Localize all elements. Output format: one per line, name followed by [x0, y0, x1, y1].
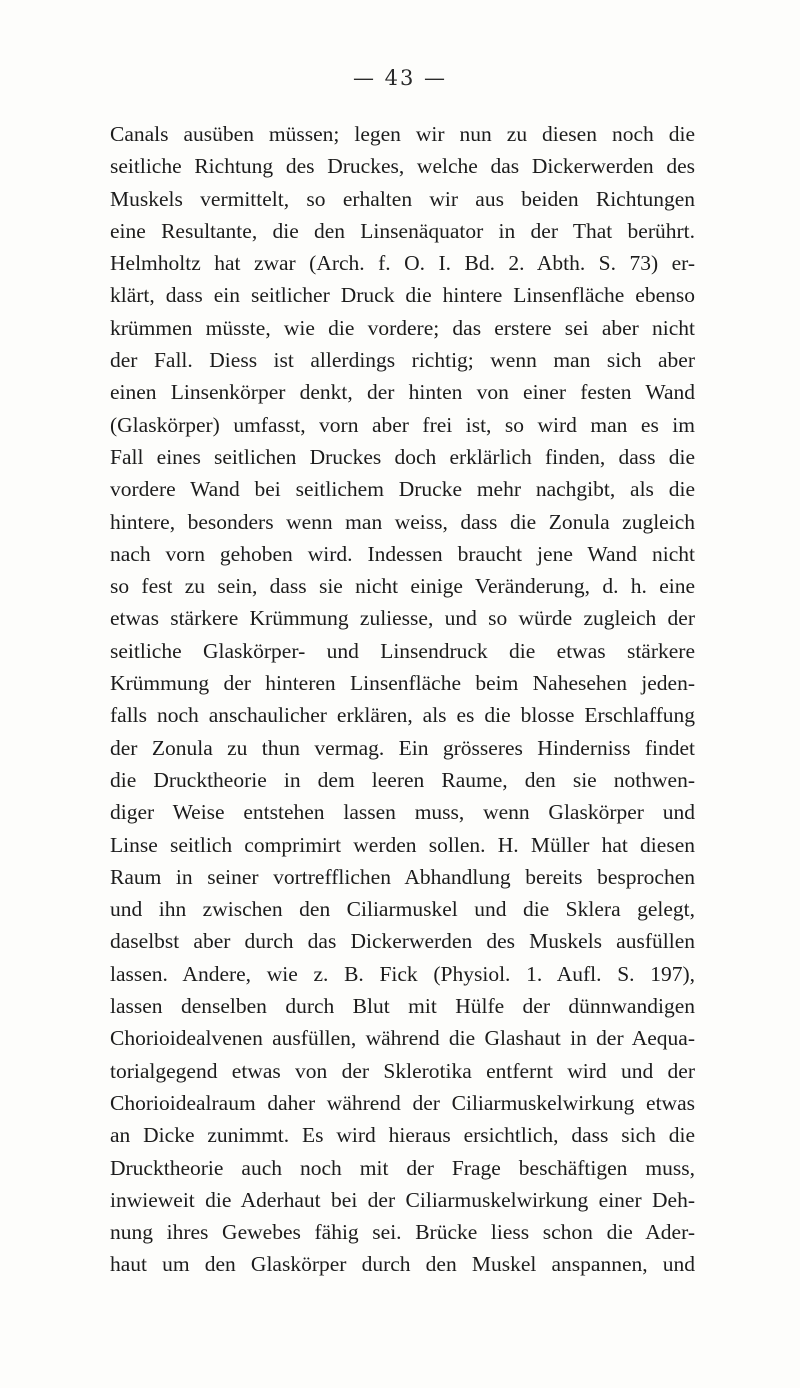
text-line: so fest zu sein, dass sie nicht einige Veränderung, d. h. eine: [110, 574, 695, 599]
text-line: Chorioidealraum daher während der Ciliarmuskelwirkung etwas: [110, 1090, 695, 1115]
body-text: [110, 118, 695, 1281]
text-line: Muskels vermittelt, so erhalten wir aus beiden Richtungen: [110, 186, 695, 211]
text-line: inwieweit die Aderhaut bei der Ciliarmuskelwirkung einer Deh-: [110, 1187, 695, 1212]
text-line: Chorioidealvenen ausfüllen, während die Glashaut in der Aequa-: [110, 1026, 695, 1051]
text-line: etwas stärkere Krümmung zuliesse, und so würde zugleich der: [110, 606, 695, 631]
text-line: vordere Wand bei seitlichem Drucke mehr nachgibt, als die: [110, 477, 695, 502]
text-line: seitliche Glaskörper- und Linsendruck die etwas stärkere: [110, 638, 695, 663]
text-line: (Glaskörper) umfasst, vorn aber frei ist, so wird man es im: [110, 412, 695, 437]
text-line: an Dicke zunimmt. Es wird hieraus ersichtlich, dass sich die: [110, 1123, 695, 1148]
text-line: torialgegend etwas von der Sklerotika entfernt wird und der: [110, 1058, 695, 1083]
text-line: Raum in seiner vortrefflichen Abhandlung bereits besprochen: [110, 864, 695, 889]
page-number: — 43 —: [352, 66, 448, 90]
text-line: Krümmung der hinteren Linsenfläche beim Nahesehen jeden-: [110, 671, 695, 696]
text-line: nach vorn gehoben wird. Indessen braucht jene Wand nicht: [110, 541, 695, 566]
text-line: krümmen müsste, wie die vordere; das erstere sei aber nicht: [110, 315, 695, 340]
text-line: seitliche Richtung des Druckes, welche das Dickerwerden des: [110, 154, 695, 179]
text-line: nung ihres Gewebes fähig sei. Brücke liess schon die Ader-: [110, 1220, 695, 1245]
text-line: haut um den Glaskörper durch den Muskel anspannen, und: [110, 1252, 695, 1277]
text-line: hintere, besonders wenn man weiss, dass die Zonula zugleich: [110, 509, 695, 534]
text-line: und ihn zwischen den Ciliarmuskel und die Sklera gelegt,: [110, 897, 695, 922]
text-line: lassen denselben durch Blut mit Hülfe der dünnwandigen: [110, 994, 695, 1019]
text-line: lassen. Andere, wie z. B. Fick (Physiol. 1. Aufl. S. 197),: [110, 961, 695, 986]
text-line: Drucktheorie auch noch mit der Frage beschäftigen muss,: [110, 1155, 695, 1180]
text-line: der Fall. Diess ist allerdings richtig; wenn man sich aber: [110, 348, 695, 373]
text-line: daselbst aber durch das Dickerwerden des Muskels ausfüllen: [110, 929, 695, 954]
text-line: diger Weise entstehen lassen muss, wenn Glaskörper und: [110, 800, 695, 825]
text-line: einen Linsenkörper denkt, der hinten von einer festen Wand: [110, 380, 695, 405]
text-line: die Drucktheorie in dem leeren Raume, den sie nothwen-: [110, 767, 695, 792]
text-line: Fall eines seitlichen Druckes doch erklärlich finden, dass die: [110, 444, 695, 469]
text-line: klärt, dass ein seitlicher Druck die hintere Linsenfläche ebenso: [110, 283, 695, 308]
text-line: eine Resultante, die den Linsenäquator in der That berührt.: [110, 218, 695, 243]
text-line: falls noch anschaulicher erklären, als es die blosse Erschlaffung: [110, 703, 695, 728]
text-line: Helmholtz hat zwar (Arch. f. O. I. Bd. 2. Abth. S. 73) er-: [110, 251, 695, 276]
text-line: Canals ausüben müssen; legen wir nun zu diesen noch die: [110, 122, 695, 146]
text-line: Linse seitlich comprimirt werden sollen. H. Müller hat diesen: [110, 832, 695, 857]
text-line: der Zonula zu thun vermag. Ein grösseres Hinderniss findet: [110, 735, 695, 760]
